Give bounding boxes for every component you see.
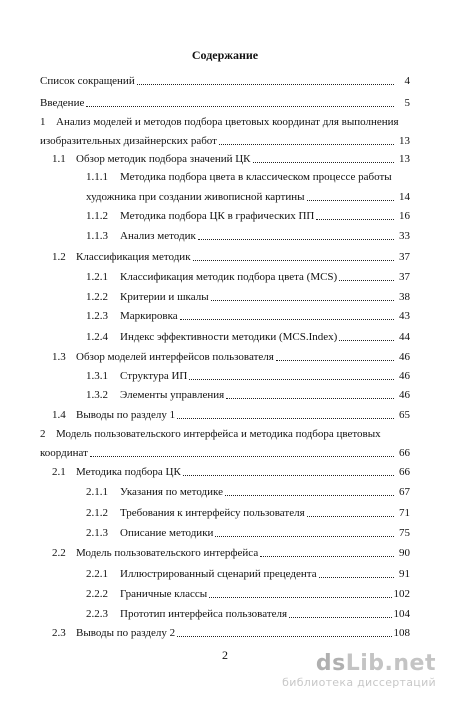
toc-entry-number: 1.3 <box>52 351 66 363</box>
toc-entry-number: 2.2.1 <box>86 568 108 580</box>
toc-entry <box>86 607 410 621</box>
toc-entry <box>52 546 410 560</box>
dot-leader <box>319 576 394 578</box>
toc-entry-title: Классификация методик подбора цвета (MCS) <box>120 271 338 283</box>
dot-leader <box>209 596 391 598</box>
toc-entry-page: 13 <box>399 153 410 165</box>
toc-entry-number: 1.1.2 <box>86 210 108 222</box>
toc-entry-title: Анализ методик <box>120 230 196 242</box>
toc-entry <box>86 506 410 520</box>
toc-entry <box>40 115 410 129</box>
toc-entry <box>86 369 410 383</box>
toc-entry-title-cont: координат <box>40 447 88 459</box>
toc-entry-number: 1.2.2 <box>86 291 108 303</box>
toc-entry-number: 2.3 <box>52 627 66 639</box>
dot-leader <box>226 397 394 399</box>
toc-entry-page: 46 <box>399 351 410 363</box>
toc-entry-number: 1 <box>40 116 46 128</box>
dot-leader <box>86 105 394 107</box>
dot-leader <box>339 279 394 281</box>
toc-entry-title-cont: изобразительных дизайнерских работ <box>40 135 217 147</box>
toc-entry <box>86 526 410 540</box>
toc-entry-title: Методика подбора цвета в классическом процессе работы <box>120 171 392 183</box>
dot-leader <box>177 417 394 419</box>
toc-entry <box>86 330 410 344</box>
toc-entry <box>86 485 410 499</box>
dot-leader <box>316 218 394 220</box>
toc-entry-page: 102 <box>393 588 410 600</box>
toc-entry-title: Прототип интерфейса пользователя <box>120 608 288 620</box>
dot-leader <box>276 359 394 361</box>
toc-entry-page: 13 <box>399 135 410 147</box>
toc-entry-page: 46 <box>399 389 410 401</box>
toc-entry-title: Методика подбора ЦК <box>76 466 181 478</box>
toc-entry-number: 1.3.2 <box>86 389 108 401</box>
dot-leader <box>177 635 391 637</box>
toc-entry-title: Описание методики <box>120 527 214 539</box>
dot-leader <box>90 455 394 457</box>
toc-entry-title: Указания по методике <box>120 486 223 498</box>
toc-entry-page: 75 <box>399 527 410 539</box>
toc-entry-title: Выводы по разделу 1 <box>76 409 176 421</box>
dot-leader <box>307 515 394 517</box>
toc-entry-page: 46 <box>399 370 410 382</box>
toc-entry-number: 2.2 <box>52 547 66 559</box>
toc-entry-title: Выводы по разделу 2 <box>76 627 176 639</box>
toc-entry-number: 2.1 <box>52 466 66 478</box>
toc-entry-title: Индекс эффективности методики (MCS.Index) <box>120 331 338 343</box>
toc-entry-page: 16 <box>399 210 410 222</box>
toc-entry-title: Иллюстрированный сценарий прецедента <box>120 568 317 580</box>
toc-entry <box>40 427 410 441</box>
toc-entry-title: Требования к интерфейсу пользователя <box>120 507 305 519</box>
toc-entry-number: 1.1.1 <box>86 171 108 183</box>
toc-entry <box>86 388 410 402</box>
toc-entry-number: 2.2.3 <box>86 608 108 620</box>
toc-entry-page: 66 <box>399 466 410 478</box>
toc-entry-title-cont: художника при создании живописной картины <box>86 191 305 203</box>
toc-entry-page: 66 <box>399 447 410 459</box>
dot-leader <box>137 83 394 85</box>
toc-entry-title: Модель пользовательского интерфейса <box>76 547 259 559</box>
toc-entry <box>86 209 410 223</box>
toc-entry-continuation <box>40 134 410 148</box>
dot-leader <box>339 339 394 341</box>
toc-entry-title: Элементы управления <box>120 389 225 401</box>
toc-entry-page: 5 <box>404 97 410 109</box>
toc-entry <box>86 309 410 323</box>
dot-leader <box>219 143 394 145</box>
toc-entry-page: 90 <box>399 547 410 559</box>
toc-entry-title: Структура ИП <box>120 370 188 382</box>
toc-entry-continuation <box>40 446 410 460</box>
dot-leader <box>183 474 394 476</box>
dot-leader <box>215 535 394 537</box>
toc-entry-page: 104 <box>393 608 410 620</box>
toc-entry <box>52 250 410 264</box>
toc-entry-page: 67 <box>399 486 410 498</box>
watermark-logo: dsLib.net <box>315 651 436 676</box>
toc-entry-number: 1.3.1 <box>86 370 108 382</box>
dot-leader <box>193 259 394 261</box>
toc-entry-title: Методика подбора ЦК в графических ПП <box>120 210 315 222</box>
dot-leader <box>307 199 394 201</box>
toc-entry-number: 1.2.4 <box>86 331 108 343</box>
toc-entry-page: 14 <box>399 191 410 203</box>
watermark <box>282 652 436 690</box>
dot-leader <box>180 318 394 320</box>
toc-entry-page: 71 <box>399 507 410 519</box>
toc-entry-number: 1.2 <box>52 251 66 263</box>
toc-entry <box>86 587 410 601</box>
toc-entry-page: 4 <box>404 75 410 87</box>
toc-entry-number: 1.1.3 <box>86 230 108 242</box>
toc-entry-number: 2.1.1 <box>86 486 108 498</box>
dot-leader <box>211 299 394 301</box>
toc-entry-title: Модель пользовательского интерфейса и методика подбора цветовых <box>56 428 381 440</box>
toc-entry-continuation <box>86 190 410 204</box>
toc-entry-page: 43 <box>399 310 410 322</box>
toc-entry-number: 2.2.2 <box>86 588 108 600</box>
toc-entry <box>52 465 410 479</box>
toc-entry <box>86 567 410 581</box>
toc-entry-title: Список сокращений <box>40 75 135 87</box>
toc-entry-number: 1.2.1 <box>86 271 108 283</box>
toc-entry <box>52 350 410 364</box>
watermark-subtitle: библиотека диссертаций <box>282 676 436 689</box>
toc-entry-page: 108 <box>393 627 410 639</box>
dot-leader <box>289 616 391 618</box>
toc-entry <box>86 170 410 184</box>
toc-entry <box>86 229 410 243</box>
toc-entry-page: 38 <box>399 291 410 303</box>
toc-entry-title: Классификация методик <box>76 251 191 263</box>
toc-entry-title: Маркировка <box>120 310 178 322</box>
toc-entry-title: Обзор методик подбора значений ЦК <box>76 153 251 165</box>
toc-entry <box>86 270 410 284</box>
toc-entry-page: 91 <box>399 568 410 580</box>
toc-entry <box>52 408 410 422</box>
dot-leader <box>225 494 394 496</box>
toc-entry-page: 37 <box>399 251 410 263</box>
toc-heading: Содержание <box>191 48 259 62</box>
dot-leader <box>198 238 394 240</box>
toc-entry-title: Критерии и шкалы <box>120 291 209 303</box>
toc-entry-page: 33 <box>399 230 410 242</box>
toc-entry-title: Граничные классы <box>120 588 208 600</box>
toc-entry-page: 65 <box>399 409 410 421</box>
toc-entry <box>86 290 410 304</box>
toc-entry <box>40 96 410 110</box>
toc-entry-number: 2 <box>40 428 46 440</box>
toc-entry-number: 2.1.3 <box>86 527 108 539</box>
toc-entry <box>52 152 410 166</box>
toc-entry-page: 44 <box>399 331 410 343</box>
page-number: 2 <box>222 648 228 662</box>
toc-entry-title: Обзор моделей интерфейсов пользователя <box>76 351 274 363</box>
toc-entry-title: Введение <box>40 97 85 109</box>
toc-entry-title: Анализ моделей и методов подбора цветовых координат для выполнения <box>56 116 399 128</box>
dot-leader <box>260 555 394 557</box>
toc-entry-page: 37 <box>399 271 410 283</box>
toc-entry-number: 1.4 <box>52 409 66 421</box>
toc-entry <box>52 626 410 640</box>
dot-leader <box>189 378 394 380</box>
toc-entry <box>40 74 410 88</box>
toc-entry-number: 1.1 <box>52 153 66 165</box>
toc-entry-number: 1.2.3 <box>86 310 108 322</box>
dot-leader <box>253 161 394 163</box>
toc-entry-number: 2.1.2 <box>86 507 108 519</box>
